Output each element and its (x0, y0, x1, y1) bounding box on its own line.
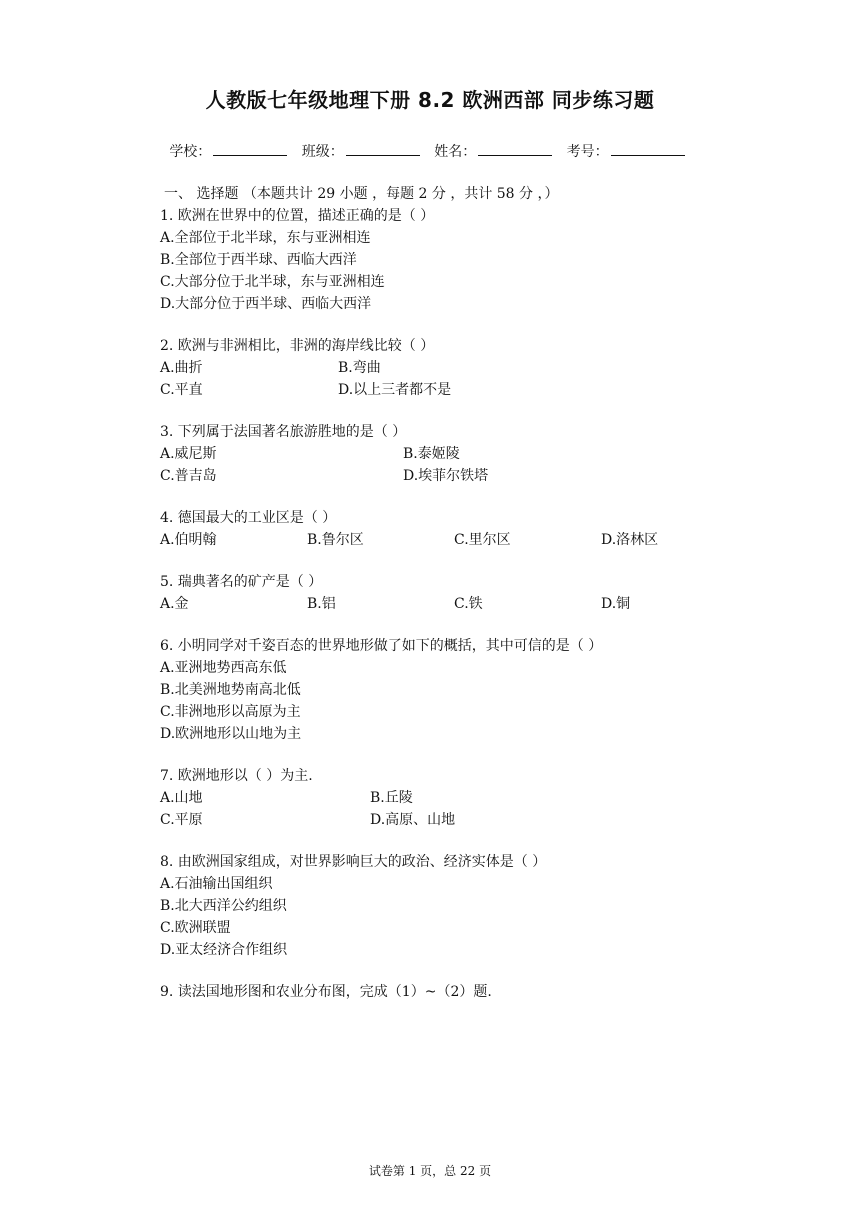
student-info-line (0, 141, 860, 161)
question-stem: 7. 欧洲地形以（ ）为主. (160, 768, 313, 784)
option-d: D.高原、山地 (370, 812, 456, 828)
option-b: B.北美洲地势南高北低 (160, 682, 301, 698)
option-c: C.大部分位于北半球，东与亚洲相连 (160, 274, 385, 290)
class-label: 班级： (301, 144, 344, 160)
option-a: A.曲折 (160, 360, 203, 376)
option-a: A.全部位于北半球，东与亚洲相连 (160, 230, 371, 246)
section-heading: 一、 选择题 （本题共计 29 小题 ，每题 2 分 ，共计 58 分 ，） (164, 186, 559, 202)
question-6 (160, 635, 720, 745)
option-b: B.丘陵 (370, 790, 413, 806)
exam-no-label: 考号： (566, 144, 609, 160)
option-a: A.伯明翰 (160, 532, 217, 548)
question-stem: 5. 瑞典著名的矿产是（ ） (160, 574, 323, 590)
question-stem: 1. 欧洲在世界中的位置，描述正确的是（ ） (160, 208, 435, 224)
question-8 (160, 851, 720, 961)
option-d: D.埃菲尔铁塔 (403, 468, 489, 484)
question-stem: 8. 由欧洲国家组成，对世界影响巨大的政治、经济实体是（ ） (160, 854, 547, 870)
question-list (160, 205, 720, 1023)
option-d: D.洛林区 (601, 532, 659, 548)
option-d: D.以上三者都不是 (338, 382, 452, 398)
option-a: A.威尼斯 (160, 446, 217, 462)
option-b: B.鲁尔区 (307, 532, 364, 548)
option-d: D.大部分位于西半球、西临大西洋 (160, 296, 372, 312)
option-c: C.平原 (160, 812, 203, 828)
class-blank (346, 143, 420, 156)
exam-no-blank (611, 143, 685, 156)
option-c: C.铁 (454, 596, 483, 612)
option-c: C.普吉岛 (160, 468, 217, 484)
option-a: A.亚洲地势西高东低 (160, 660, 287, 676)
school-blank (213, 143, 287, 156)
option-c: C.欧洲联盟 (160, 920, 231, 936)
question-2 (160, 335, 720, 401)
option-d: D.亚太经济合作组织 (160, 942, 288, 958)
question-stem: 3. 下列属于法国著名旅游胜地的是（ ） (160, 424, 407, 440)
option-a: A.山地 (160, 790, 203, 806)
question-stem: 2. 欧洲与非洲相比，非洲的海岸线比较（ ） (160, 338, 435, 354)
option-b: B.铝 (307, 596, 336, 612)
name-blank (478, 143, 552, 156)
page-title: 人教版七年级地理下册 8.2 欧洲西部 同步练习题 (205, 88, 655, 112)
option-a: A.金 (160, 596, 189, 612)
option-d: D.铜 (601, 596, 631, 612)
option-c: C.平直 (160, 382, 203, 398)
question-1 (160, 205, 720, 315)
option-b: B.北大西洋公约组织 (160, 898, 287, 914)
question-7 (160, 765, 720, 831)
question-4 (160, 507, 720, 551)
option-d: D.欧洲地形以山地为主 (160, 726, 302, 742)
page-footer: 试卷第 1 页，总 22 页 (368, 1164, 492, 1178)
question-9 (160, 981, 720, 1003)
name-label: 姓名： (434, 144, 477, 160)
school-label: 学校： (169, 144, 212, 160)
option-b: B.弯曲 (338, 360, 381, 376)
question-3 (160, 421, 720, 487)
option-b: B.全部位于西半球、西临大西洋 (160, 252, 357, 268)
question-5 (160, 571, 720, 615)
question-stem: 6. 小明同学对千姿百态的世界地形做了如下的概括，其中可信的是（ ） (160, 638, 603, 654)
option-c: C.非洲地形以高原为主 (160, 704, 301, 720)
option-c: C.里尔区 (454, 532, 511, 548)
question-stem: 9. 读法国地形图和农业分布图，完成（1）~（2）题. (160, 984, 492, 1000)
option-a: A.石油输出国组织 (160, 876, 273, 892)
option-b: B.泰姬陵 (403, 446, 460, 462)
question-stem: 4. 德国最大的工业区是（ ） (160, 510, 337, 526)
